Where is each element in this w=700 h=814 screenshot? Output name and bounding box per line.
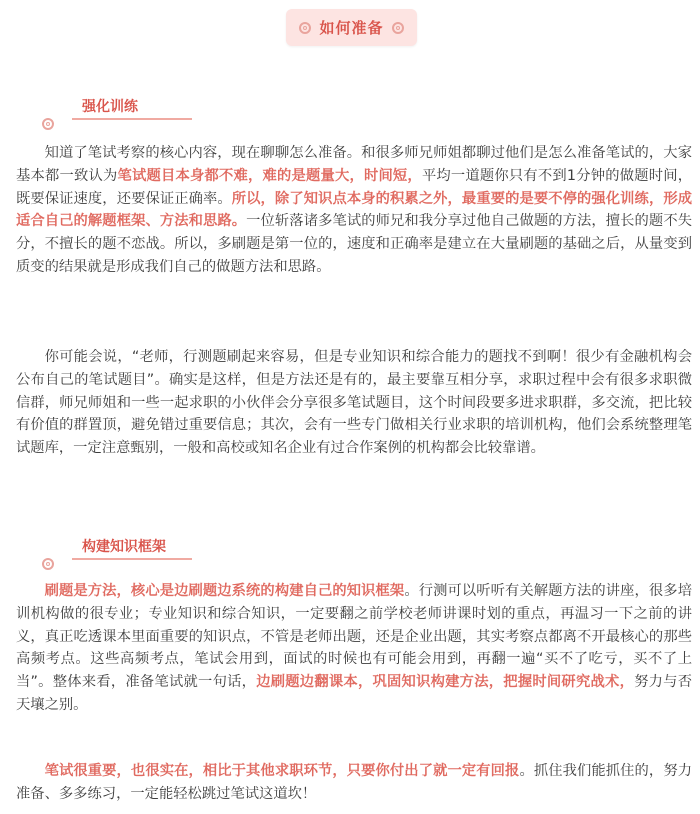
circle-ornament-icon	[42, 118, 54, 130]
body-text: 努力与否天壤之别。	[16, 674, 693, 713]
highlighted-text: 刷题是方法，核心是边刷题边系统的构建自己的知识框架	[44, 583, 405, 599]
body-text: 。行测可以听听有关解题方法的讲座，很多培训机构做的很专业；专业知识和综合知识，一定要翻之前学校老师讲课时划的重点，再温习一下之前的讲义，真正吃透课本里面重要的知识点，不管是老师出题，还是企业出题，其实考察点都离不开最核心的那些高频考点。这些高频考点，笔试会用到，面试的时候也有可能会用到，再翻一遍“买不了吃亏，买不了上当”。整体来看，准备笔试就一句话，	[16, 583, 692, 691]
subheading-underline	[72, 558, 192, 560]
page-title: 如何准备	[319, 19, 384, 37]
body-text: 。抓住我们能抓住的，努力准备、多多练习，一定能轻松跳过笔试这道坎！	[16, 763, 693, 802]
body-text: 你可能会说，“老师，行测题刷起来容易，但是专业知识和综合能力的题找不到啊！很少有金融机构会公布自己的笔试题目”。确实是这样，但是方法还是有的，最主要靠互相分享，求职过程中会有很多求职微信群，师兄师姐和一些一起求职的小伙伴会分享很多笔试题目，这个时间段要多进求职群，多交流，把比较有价值的群置顶，避免错过重要信息；其次，会有一些专门做相关行业求职的培训机构，他们会系统整理笔试题库，一定注意甄别，一般和高校或知名企业有过合作案例的机构都会比较靠谱。	[16, 349, 692, 457]
body-text: 一位斩落诸多笔试的师兄和我分享过他自己做题的方法，擅长的题不失分，不擅长的题不恋战。所以，多刷题是第一位的，速度和正确率是建立在大量刷题的基础之后，从量变到质变的结果就是形成我们自己的做题方法和思路。	[16, 213, 692, 275]
highlighted-text: 笔试题目本身都不难，难的是题量大，时间短，	[117, 167, 422, 184]
circle-ornament-icon	[392, 22, 404, 34]
subheading-label: 强化训练	[82, 99, 138, 115]
highlighted-text: 笔试很重要，也很实在，相比于其他求职环节，只要你付出了就一定有回报	[44, 763, 520, 779]
paragraph	[16, 580, 692, 717]
highlighted-text: 所以，除了知识点本身的积累之外，最重要的是要不停的强化训练，形成适合自己的解题框架、方法和思路。	[16, 190, 693, 230]
highlighted-text: 边刷题边翻课本，巩固知识构建方法，把握时间研究战术，	[256, 674, 635, 691]
subheading-framework	[36, 536, 236, 572]
subheading-training	[36, 96, 236, 132]
circle-ornament-icon	[42, 558, 54, 570]
circle-ornament-icon	[299, 22, 311, 34]
paragraph	[16, 346, 692, 460]
subheading-underline	[72, 118, 192, 120]
paragraph	[16, 760, 692, 806]
body-text: 平均一道题你只有不到1分钟的做题时间，既要保证速度，还要保证正确率。	[16, 167, 692, 207]
body-text: 知道了笔试考察的核心内容，现在聊聊怎么准备。和很多师兄师姐都聊过他们是怎么准备笔试的，大家基本都一致认为	[16, 145, 692, 184]
subheading-label: 构建知识框架	[82, 539, 166, 555]
section-title-badge	[286, 9, 417, 46]
paragraph	[16, 142, 692, 279]
